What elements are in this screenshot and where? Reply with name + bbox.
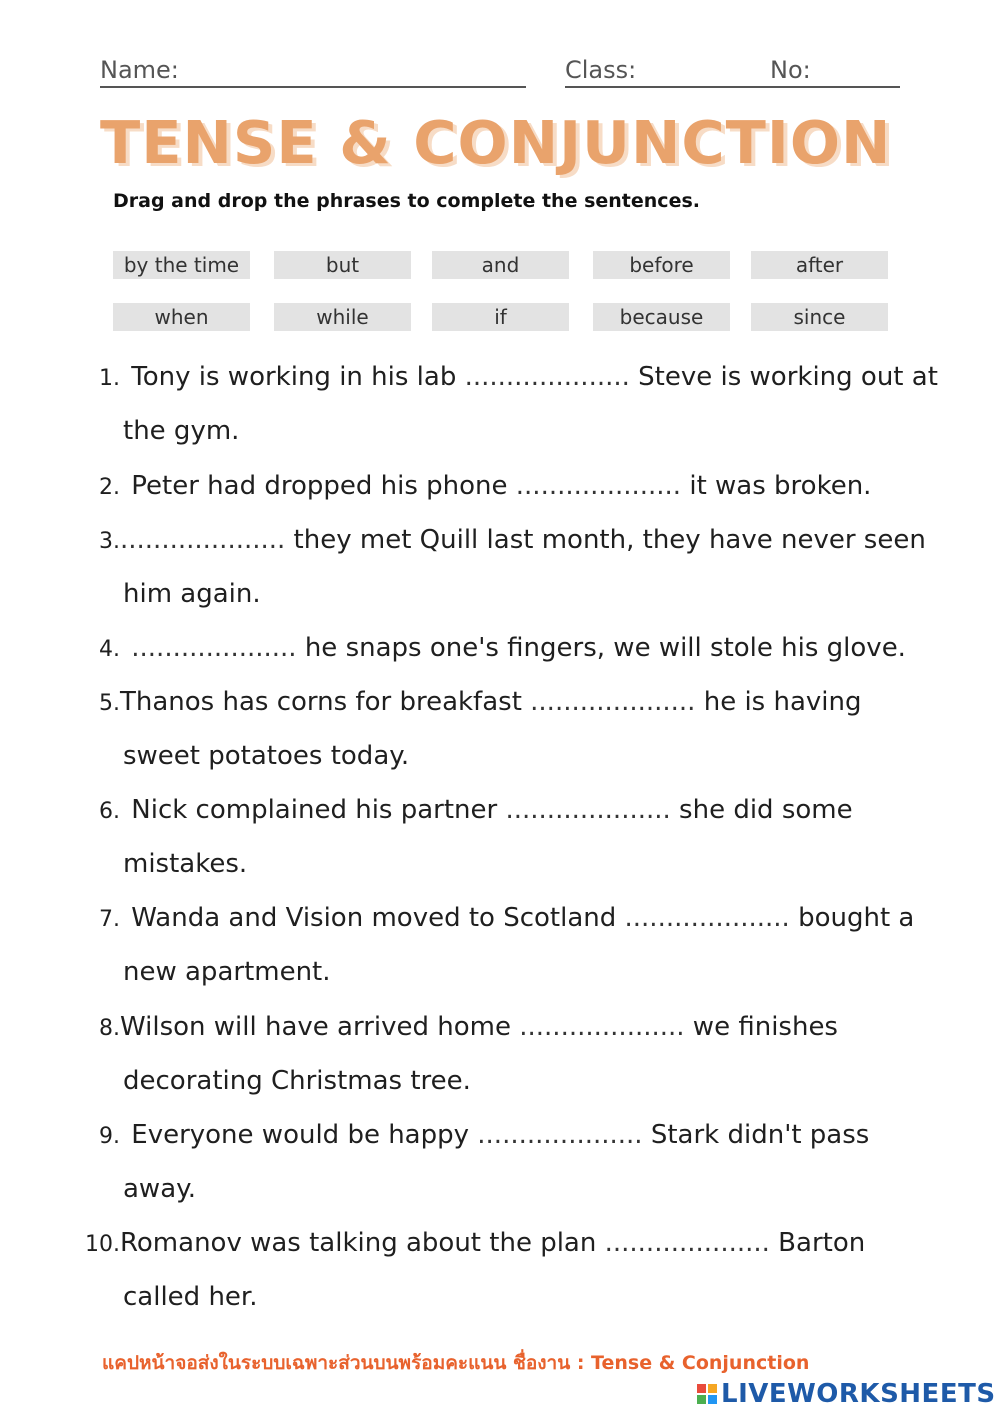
question-number: 9. <box>99 1124 120 1149</box>
question-text-after: they met Quill last month, they have never seen <box>285 525 926 555</box>
question-line <box>120 687 862 717</box>
question-line <box>123 795 853 825</box>
name-label: Name: <box>100 56 179 84</box>
answer-blank[interactable]: .................... <box>530 687 696 717</box>
question-number: 10. <box>85 1232 120 1257</box>
question-text-before: Peter had dropped his phone <box>123 471 516 501</box>
question-line <box>123 633 906 663</box>
question-number: 2. <box>99 475 120 500</box>
question-continuation: mistakes. <box>123 849 248 879</box>
question-text-before: Tony is working in his lab <box>123 362 465 392</box>
word-chip[interactable]: when <box>113 303 250 331</box>
question-text-before: Wilson will have arrived home <box>120 1012 520 1042</box>
question-line <box>123 362 938 392</box>
question-number: 4. <box>99 637 120 662</box>
question-number: 6. <box>99 799 120 824</box>
question-line <box>123 471 871 501</box>
question-text-before: Romanov was talking about the plan <box>120 1228 605 1258</box>
answer-blank[interactable]: .................... <box>505 795 671 825</box>
answer-blank[interactable]: .................... <box>519 1012 685 1042</box>
answer-blank[interactable]: .................... <box>477 1120 643 1150</box>
question-continuation: him again. <box>123 579 261 609</box>
question-continuation: the gym. <box>123 416 240 446</box>
question-text-after: she did some <box>670 795 853 825</box>
answer-blank[interactable]: .................... <box>515 471 682 501</box>
no-label: No: <box>770 56 811 84</box>
question-text-after: he snaps one's fingers, we will stole his glove. <box>296 633 906 663</box>
question-line <box>120 1012 838 1042</box>
question-text-after: bought a <box>789 903 915 933</box>
question-number: 1. <box>99 366 120 391</box>
name-field[interactable] <box>100 86 526 88</box>
word-chip[interactable]: but <box>274 251 411 279</box>
class-label: Class: <box>565 56 637 84</box>
answer-blank[interactable]: .................... <box>131 633 297 663</box>
answer-blank[interactable]: .................... <box>624 903 790 933</box>
word-chip[interactable]: by the time <box>113 251 250 279</box>
liveworksheets-logo <box>697 1379 996 1409</box>
logo-blocks-icon <box>697 1384 717 1404</box>
question-text-after: Barton <box>769 1228 866 1258</box>
question-number: 3. <box>99 529 120 554</box>
question-text-before: Everyone would be happy <box>123 1120 478 1150</box>
question-line <box>120 525 926 555</box>
logo-text: LIVEWORKSHEETS <box>721 1379 996 1409</box>
question-text-after: Stark didn't pass <box>642 1120 870 1150</box>
question-text-after: we finishes <box>684 1012 838 1042</box>
answer-blank[interactable]: .................... <box>464 362 630 392</box>
question-line <box>120 1228 865 1258</box>
worksheet-title: TENSE & CONJUNCTION <box>100 108 892 177</box>
answer-blank[interactable]: .................... <box>604 1228 770 1258</box>
question-line <box>123 1120 869 1150</box>
question-text-after: it was broken. <box>681 471 872 501</box>
word-chip[interactable]: before <box>593 251 730 279</box>
question-line <box>123 903 914 933</box>
question-text-after: he is having <box>695 687 862 717</box>
word-chip[interactable]: if <box>432 303 569 331</box>
word-chip[interactable]: because <box>593 303 730 331</box>
answer-blank[interactable]: .................... <box>120 525 286 555</box>
word-chip[interactable]: while <box>274 303 411 331</box>
question-number: 7. <box>99 907 120 932</box>
question-number: 5. <box>99 691 120 716</box>
question-continuation: sweet potatoes today. <box>123 741 410 771</box>
question-number: 8. <box>99 1016 120 1041</box>
word-chip[interactable]: and <box>432 251 569 279</box>
word-chip[interactable]: since <box>751 303 888 331</box>
footer-instruction: แคปหน้าจอส่งในระบบเฉพาะส่วนบนพร้อมคะแนน ชื่องาน : Tense & Conjunction <box>102 1352 810 1374</box>
question-text-before: Nick complained his partner <box>123 795 506 825</box>
class-no-field[interactable] <box>565 86 900 88</box>
question-continuation: called her. <box>123 1282 258 1312</box>
instruction-text: Drag and drop the phrases to complete the sentences. <box>113 190 700 212</box>
question-continuation: away. <box>123 1174 197 1204</box>
question-continuation: decorating Christmas tree. <box>123 1066 471 1096</box>
question-text-before: Wanda and Vision moved to Scotland <box>123 903 625 933</box>
question-continuation: new apartment. <box>123 957 331 987</box>
word-chip[interactable]: after <box>751 251 888 279</box>
question-text-before: Thanos has corns for breakfast <box>120 687 531 717</box>
question-text-after: Steve is working out at <box>629 362 938 392</box>
